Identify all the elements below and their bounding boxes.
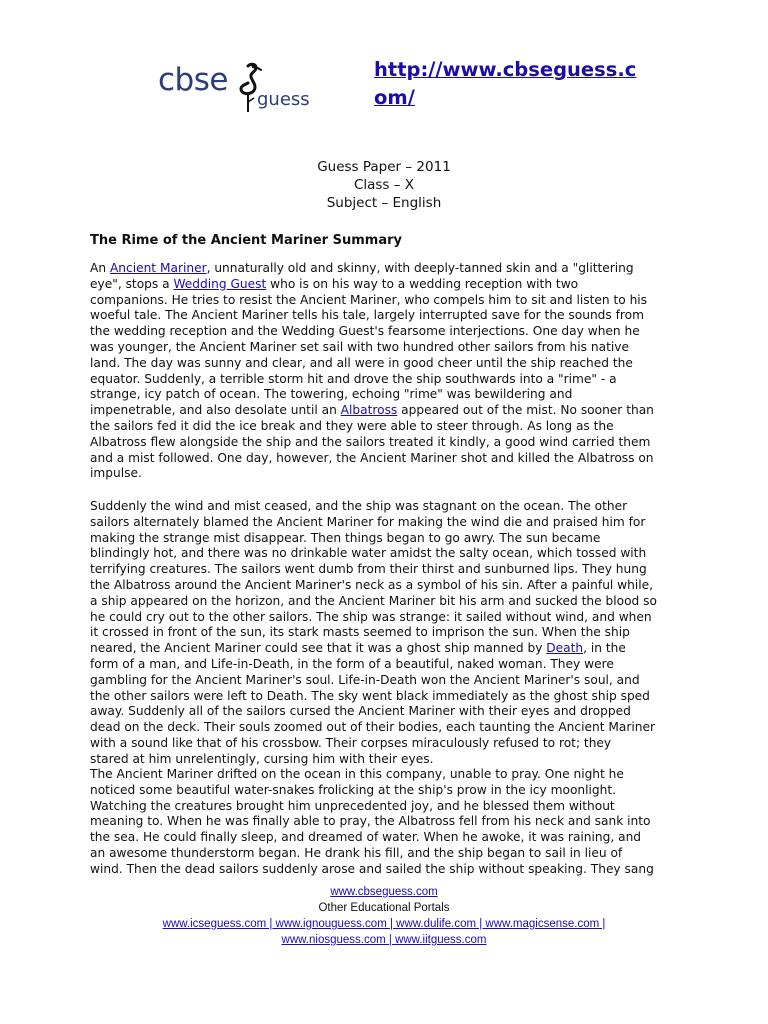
text-line: gambling for the Ancient Mariner's soul. Life-in-Death won the Ancient Mariner's soul, and (90, 672, 640, 687)
text-line: with a sound like that of his crossbow. Their corpses miraculously refused to rot; they (90, 735, 612, 750)
text-line: the sailors fed it did the ice break and they were able to steer through. As long as the (90, 418, 614, 433)
text-line: blindingly hot, and there was no drinkable water amidst the salty ocean, which tossed with (90, 546, 647, 561)
text-line: the sea. He could finally sleep, and dreamed of water. When he awoke, it was raining, and (90, 830, 642, 845)
text-span: An (90, 261, 110, 275)
site-url-line-2[interactable]: om/ (374, 86, 415, 109)
text-line: impulse. (90, 466, 142, 481)
footer-portal-links-2[interactable]: www.niosguess.com | www.iitguess.com (281, 934, 487, 946)
text-line: a ship appeared on the horizon, and the Ancient Mariner bit his arm and sucked the blood so (90, 593, 657, 608)
text-line: making the strange mist disappear. Then things began to go awry. The sun became (90, 530, 601, 545)
link-wedding-guest[interactable]: Wedding Guest (173, 276, 267, 291)
text-line: form of a man, and Life-in-Death, in the form of a beautiful, naked woman. They were (90, 656, 614, 671)
text-line: meaning to. When he was finally able to pray, the Albatross fell from his neck and sank into (90, 814, 651, 829)
text-line: equator. Suddenly, a terrible storm hit and drove the ship southwards into a "rime" - a (90, 371, 617, 386)
footer-portals-label: Other Educational Portals (318, 902, 450, 914)
text-line: Albatross flew alongside the ship and the sailors treated it kindly, a good wind carried them (90, 434, 651, 449)
text-line: strange, icy patch of ocean. The towering, echoing "rime" was bewildering and (90, 387, 573, 402)
paragraph-3 (90, 767, 690, 878)
text-span: eye", stops a (90, 276, 174, 291)
logo-text-guess: guess (257, 89, 310, 110)
text-line (90, 277, 690, 293)
logo-text-cbse: cbse (158, 62, 228, 98)
text-span: appeared out of the mist. No sooner than (397, 403, 654, 418)
text-line: Watching the creatures brought him unprecedented joy, and he blessed them without (90, 798, 615, 813)
text-line: Suddenly the wind and mist ceased, and the ship was stagnant on the ocean. The other (90, 499, 628, 513)
site-url-link[interactable] (374, 56, 654, 112)
text-line: The Ancient Mariner drifted on the ocean in this company, unable to pray. One night he (90, 767, 624, 781)
text-line: the wedding reception and the Wedding Guest's fearsome interjections. One day when he (90, 324, 640, 339)
site-url-line-1[interactable]: http://www.cbseguess.c (374, 58, 637, 81)
paper-title: Guess Paper – 2011 (317, 159, 451, 175)
text-line (90, 641, 690, 657)
text-line: companions. He tries to resist the Ancient Mariner, who compels him to sit and listen to his (90, 292, 648, 307)
text-line: was younger, the Ancient Mariner set sail with two hundred other sailors from his native (90, 339, 629, 354)
text-line: land. The day was sunny and clear, and all were in good cheer until the ship reached the (90, 355, 633, 370)
text-line: sailors alternately blamed the Ancient Mariner for making the wind die and praised him for (90, 514, 646, 529)
page-footer (0, 884, 768, 948)
link-albatross[interactable]: Albatross (340, 403, 398, 418)
text-line: an awesome thunderstorm began. He drank his fill, and the ship began to sail in lieu of (90, 845, 623, 860)
text-span: who is on his way to a wedding reception with two (266, 276, 579, 291)
paragraph-1 (90, 261, 690, 482)
text-line: the other sailors were left to Death. The sky went black immediately as the ghost ship sped (90, 688, 650, 703)
cbseguess-logo (158, 62, 328, 122)
text-line: and a mist followed. One day, however, the Ancient Mariner shot and killed the Albatross on (90, 450, 654, 465)
text-line: terrifying creatures. The sailors went dumb from their thirst and sunburned lips. They hung (90, 562, 647, 577)
text-span: impenetrable, and also desolate until an (90, 403, 341, 418)
paper-class: Class – X (353, 177, 415, 193)
paper-header (0, 158, 768, 212)
text-line: noticed some beautiful water-snakes frolicking at the ship's prow in the icy moonlight. (90, 782, 617, 797)
footer-portal-links-1[interactable]: www.icseguess.com | www.ignouguess.com | www.dulife.com | www.magicsense.com | (162, 918, 606, 930)
text-line (90, 403, 690, 419)
link-ancient-mariner[interactable]: Ancient Mariner (109, 261, 207, 275)
text-span: neared, the Ancient Mariner could see that it was a ghost ship manned by (90, 641, 547, 656)
text-line: woeful tale. The Ancient Mariner tells his tale, largely interrupted save for the sounds from (90, 308, 645, 323)
paper-subject: Subject – English (326, 195, 442, 211)
link-death[interactable]: Death (546, 641, 584, 656)
section-title: The Rime of the Ancient Mariner Summary (90, 233, 402, 248)
text-line: stared at him unrelentingly, cursing him with their eyes. (90, 751, 434, 766)
text-line: dead on the deck. Their souls zoomed out of their bodies, each taunting the Ancient Mariner (90, 720, 655, 735)
text-line: he could cry out to the other sailors. The ship was strange: it sailed without wind, and when (90, 609, 652, 624)
paragraph-2 (90, 499, 690, 768)
text-span: , in the (583, 641, 626, 656)
text-line: wind. Then the dead sailors suddenly arose and sailed the ship without speaking. They sang (90, 861, 654, 876)
text-line: away. Suddenly all of the sailors cursed the Ancient Mariner with their eyes and dropped (90, 704, 631, 719)
text-line (90, 261, 690, 277)
footer-main-link[interactable]: www.cbseguess.com (330, 886, 438, 898)
text-line: it crossed in front of the sun, its stark masts seemed to imprison the sun. When the ship (90, 625, 630, 640)
text-line: the Albatross around the Ancient Mariner's neck as a symbol of his sin. After a painful while, (90, 577, 654, 592)
text-span: , unnaturally old and skinny, with deeply-tanned skin and a "glittering (206, 261, 634, 275)
